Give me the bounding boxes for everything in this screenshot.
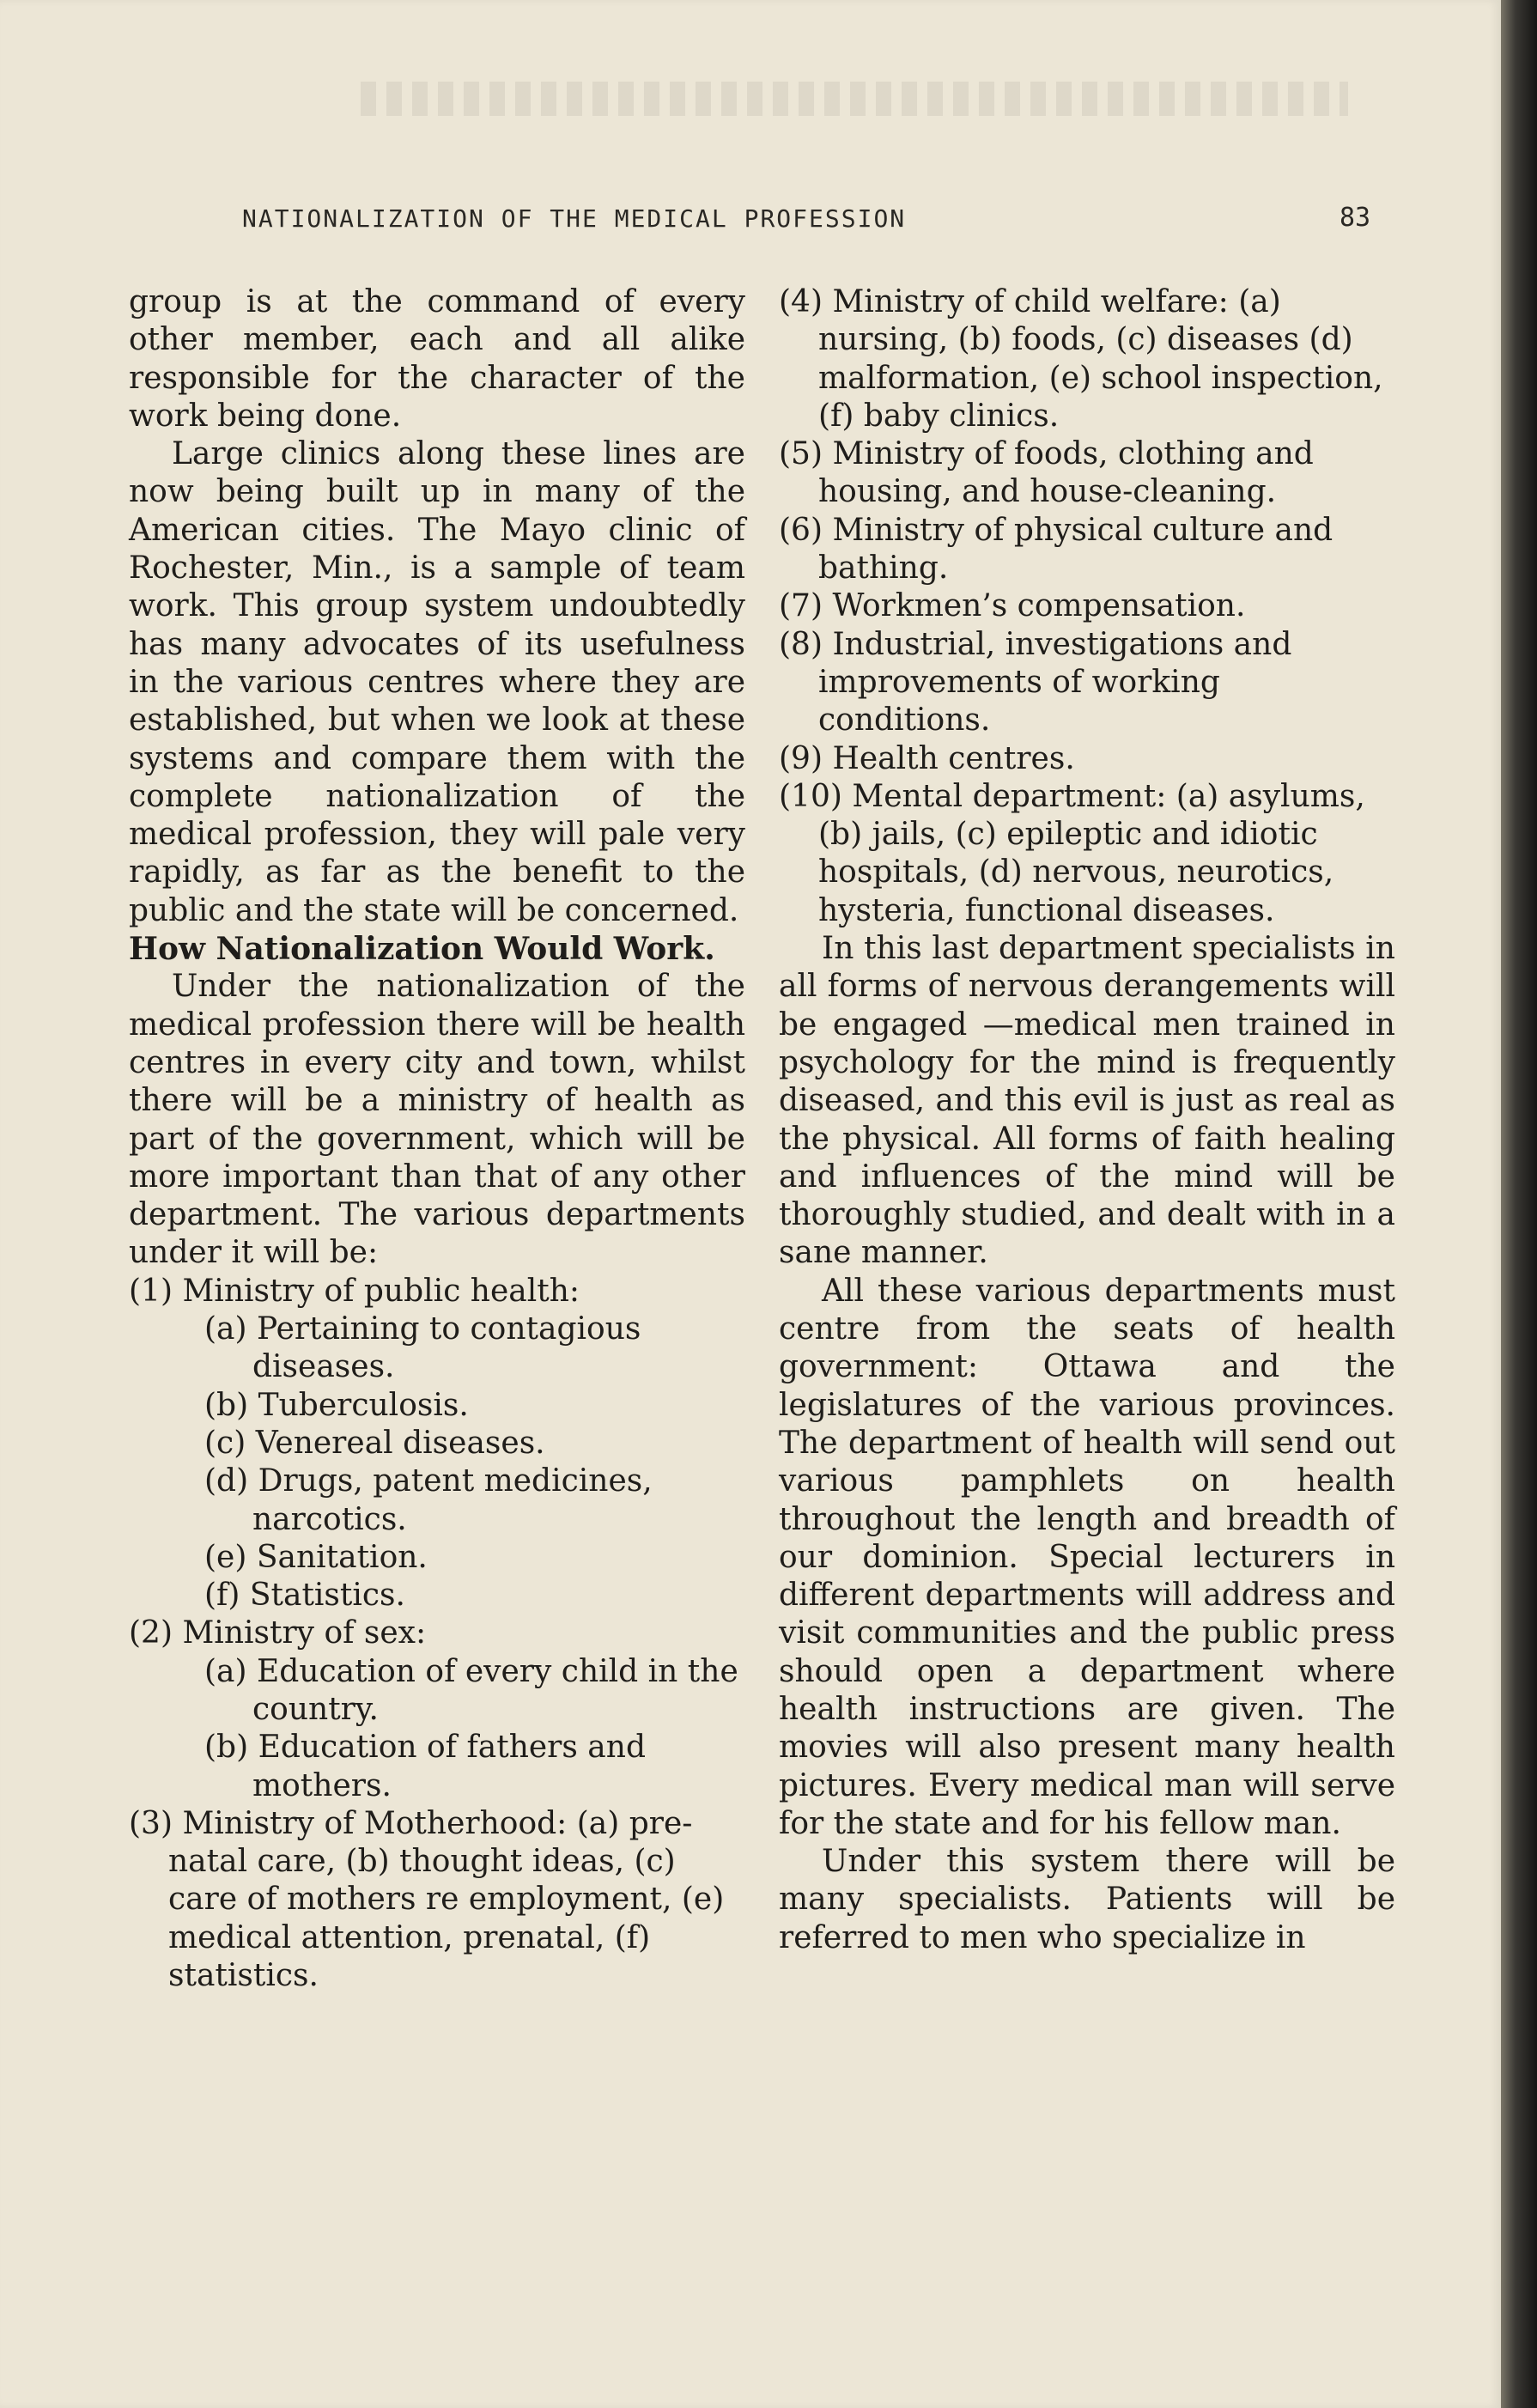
sub-item-contagious: (a) Pertaining to contagious diseases. [204,1311,641,1385]
sub-item-education-child: (a) Education of every child in the country. [204,1653,738,1727]
sub-item-venereal: (c) Venereal diseases. [204,1425,545,1461]
paragraph-nationalization: Under the nationalization of the medical profession there will be health centres in every city and town, whilst there will be a ministry of health as part of the government, which will be more important than that of any other department. The various departments under it will be: [129,969,745,1271]
sub-item-education-parents: (b) Education of fathers and mothers. [204,1730,647,1803]
sub-item-tuberculosis: (b) Tuberculosis. [204,1387,469,1423]
section-heading: How Nationalization Would Work. [129,931,715,968]
running-head: NATIONALIZATION OF THE MEDICAL PROFESSION [242,204,907,233]
list-item-workmens-compensation: (7) Workmen’s compensation. [779,588,1246,624]
page-number: 83 [1340,203,1371,233]
paragraph-mental: In this last department specialists in all forms of nervous derangements will be engaged —medical men trained in psychology for the mind is frequently diseased, and this evil is just as real as the physical. All forms of faith healing and influences of the mind will be thoroughly studied, and dealt with in a sane manner. [779,931,1395,1271]
list-item-physical-culture: (6) Ministry of physical culture and bathing. [779,512,1333,587]
list-item-child-welfare: (4) Ministry of child welfare: (a) nursing, (b) foods, (c) diseases (d) malformation, (e) school inspection, (f) baby clinics. [779,284,1383,434]
paragraph-continued: group is at the command of every other member, each and all alike responsible for the character of the work being done. [129,284,745,434]
list-item-health-centres: (9) Health centres. [779,740,1075,776]
list-item-industrial: (8) Industrial, investigations and improvements of working conditions. [779,626,1292,739]
right-column [779,283,1395,1957]
list-item-ministry-sex: (2) Ministry of sex: [129,1615,427,1651]
paragraph-specialists: Under this system there will be many specialists. Patients will be referred to men who specialize in [779,1844,1395,1955]
list-item-ministry-motherhood: (3) Ministry of Motherhood: (a) pre-natal care, (b) thought ideas, (c) care of mothers re employment, (e) medical attention, prenatal, (f) statistics. [129,1805,725,1994]
bleed-through-text [361,82,1348,116]
sub-item-drugs: (d) Drugs, patent medicines, narcotics. [204,1463,653,1537]
list-item-foods-clothing: (5) Ministry of foods, clothing and housing, and house-cleaning. [779,436,1314,510]
left-column [129,283,745,1995]
list-item-ministry-public-health: (1) Ministry of public health: [129,1273,580,1309]
sub-item-sanitation: (e) Sanitation. [204,1539,428,1575]
sub-item-statistics: (f) Statistics. [204,1578,405,1614]
list-item-mental-department: (10) Mental department: (a) asylums, (b) jails, (c) epileptic and idiotic hospitals, (d) nervous, neurotics, hysteria, functional diseases. [779,778,1365,928]
paragraph-large-clinics: Large clinics along these lines are now being built up in many of the American cities. The Mayo clinic of Rochester, Min., is a sample of team work. This group system undoubtedly has many advocates of its usefulness in the various centres where they are established, but when we look at these systems and compare them with the complete nationalization of the medical profession, they will pale very rapidly, as far as the benefit to the public and the state will be concerned. [129,436,745,928]
paragraph-departments-centre: All these various departments must centre from the seats of health government: Ottawa and the legislatures of the various provinces. The department of health will send out various pamphlets on health throughout the length and breadth of our dominion. Special lecturers in different departments will address and visit communities and the public press should open a department where health instructions are given. The movies will also present many health pictures. Every medical man will serve for the state and for his fellow man. [779,1273,1395,1841]
book-binding-edge [1501,0,1537,2408]
